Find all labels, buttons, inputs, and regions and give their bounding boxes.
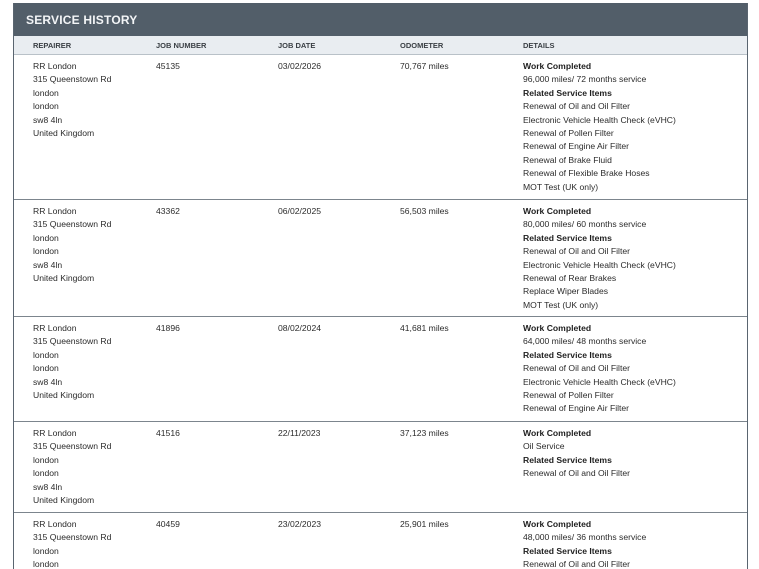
service-record-row xyxy=(14,55,747,200)
repairer-cell xyxy=(33,518,111,569)
details-item: 64,000 miles/ 48 months service xyxy=(523,336,647,347)
job-number-cell xyxy=(156,427,180,440)
details-item: MOT Test (UK only) xyxy=(523,299,599,310)
repairer-address-line: RR London xyxy=(33,519,77,529)
details-item: Renewal of Oil and Oil Filter xyxy=(523,101,630,112)
job-number: 40459 xyxy=(156,519,180,529)
details-cell xyxy=(523,205,676,312)
details-item: Renewal of Oil and Oil Filter xyxy=(523,363,630,374)
column-header-odometer: ODOMETER xyxy=(400,40,444,50)
repairer-address-line: london xyxy=(33,468,59,479)
details-item: Renewal of Rear Brakes xyxy=(523,273,617,284)
repairer-address-line: london xyxy=(33,232,59,243)
repairer-address-line: United Kingdom xyxy=(33,390,95,401)
details-item: Replace Wiper Blades xyxy=(523,286,609,297)
details-item: Electronic Vehicle Health Check (eVHC) xyxy=(523,114,676,125)
details-cell xyxy=(523,322,676,416)
details-heading: Work Completed xyxy=(523,428,592,438)
job-date: 23/02/2023 xyxy=(278,519,322,529)
odometer-cell xyxy=(400,427,449,440)
details-heading: Work Completed xyxy=(523,323,592,333)
details-item: Renewal of Engine Air Filter xyxy=(523,403,630,414)
details-cell xyxy=(523,60,676,194)
repairer-address-line: 315 Queenstown Rd xyxy=(33,336,112,347)
job-date-cell xyxy=(278,322,321,335)
job-date: 06/02/2025 xyxy=(278,206,322,216)
job-number: 43362 xyxy=(156,206,180,216)
column-header-details: DETAILS xyxy=(523,40,555,50)
service-records-list xyxy=(14,55,747,569)
details-item: 96,000 miles/ 72 months service xyxy=(523,74,647,85)
repairer-address-line: 315 Queenstown Rd xyxy=(33,219,112,230)
details-cell xyxy=(523,427,630,481)
repairer-cell xyxy=(33,427,111,507)
job-date-cell xyxy=(278,60,321,73)
repairer-address-line: london xyxy=(33,363,59,374)
job-number: 41516 xyxy=(156,428,180,438)
job-date: 03/02/2026 xyxy=(278,61,322,71)
column-header-row xyxy=(14,36,747,55)
repairer-address-line: london xyxy=(33,349,59,360)
details-item: Electronic Vehicle Health Check (eVHC) xyxy=(523,259,676,270)
job-number-cell xyxy=(156,322,180,335)
repairer-address-line: sw8 4ln xyxy=(33,114,63,125)
repairer-address-line: london xyxy=(33,246,59,257)
section-title-text: SERVICE HISTORY xyxy=(26,12,138,27)
repairer-address-line: RR London xyxy=(33,206,77,216)
details-item: 80,000 miles/ 60 months service xyxy=(523,219,647,230)
details-heading: Related Service Items xyxy=(523,454,612,465)
service-record-row xyxy=(14,200,747,317)
details-heading: Related Service Items xyxy=(523,349,612,360)
details-item: MOT Test (UK only) xyxy=(523,181,599,192)
repairer-cell xyxy=(33,205,111,285)
repairer-address-line: london xyxy=(33,87,59,98)
details-item: Renewal of Oil and Oil Filter xyxy=(523,246,630,257)
job-number-cell xyxy=(156,518,180,531)
column-header-job-number: JOB NUMBER xyxy=(156,40,207,50)
details-heading: Work Completed xyxy=(523,61,592,71)
repairer-address-line: sw8 4ln xyxy=(33,259,63,270)
details-item: Renewal of Brake Fluid xyxy=(523,154,612,165)
details-heading: Related Service Items xyxy=(523,87,612,98)
repairer-address-line: 315 Queenstown Rd xyxy=(33,532,112,543)
odometer-cell xyxy=(400,322,449,335)
job-number-cell xyxy=(156,205,180,218)
repairer-address-line: sw8 4ln xyxy=(33,481,63,492)
service-record-row xyxy=(14,317,747,422)
odometer-reading: 25,901 miles xyxy=(400,519,449,529)
repairer-address-line: RR London xyxy=(33,428,77,438)
job-date-cell xyxy=(278,205,321,218)
repairer-address-line: RR London xyxy=(33,323,77,333)
repairer-cell xyxy=(33,322,111,402)
job-date: 08/02/2024 xyxy=(278,323,322,333)
odometer-reading: 56,503 miles xyxy=(400,206,449,216)
repairer-address-line: 315 Queenstown Rd xyxy=(33,441,112,452)
odometer-reading: 37,123 miles xyxy=(400,428,449,438)
repairer-address-line: london xyxy=(33,101,59,112)
section-title xyxy=(14,3,747,36)
repairer-address-line: london xyxy=(33,559,59,569)
repairer-address-line: london xyxy=(33,545,59,556)
repairer-address-line: RR London xyxy=(33,61,77,71)
service-history-panel xyxy=(13,3,748,569)
repairer-cell xyxy=(33,60,111,140)
repairer-address-line: london xyxy=(33,454,59,465)
repairer-address-line: United Kingdom xyxy=(33,273,95,284)
details-heading: Work Completed xyxy=(523,519,592,529)
odometer-cell xyxy=(400,60,449,73)
details-heading: Related Service Items xyxy=(523,545,612,556)
job-date: 22/11/2023 xyxy=(278,428,321,438)
odometer-reading: 70,767 miles xyxy=(400,61,449,71)
repairer-address-line: 315 Queenstown Rd xyxy=(33,74,112,85)
details-item: Renewal of Oil and Oil Filter xyxy=(523,559,630,569)
details-item: Renewal of Engine Air Filter xyxy=(523,141,630,152)
job-date-cell xyxy=(278,427,320,440)
details-cell xyxy=(523,518,646,569)
details-item: Electronic Vehicle Health Check (eVHC) xyxy=(523,376,676,387)
details-item: Renewal of Pollen Filter xyxy=(523,128,614,139)
details-item: Renewal of Pollen Filter xyxy=(523,390,614,401)
details-heading: Work Completed xyxy=(523,206,592,216)
repairer-address-line: sw8 4ln xyxy=(33,376,63,387)
details-item: Renewal of Flexible Brake Hoses xyxy=(523,168,650,179)
job-number: 45135 xyxy=(156,61,180,71)
job-number-cell xyxy=(156,60,180,73)
odometer-cell xyxy=(400,518,449,531)
details-heading: Related Service Items xyxy=(523,232,612,243)
details-item: Renewal of Oil and Oil Filter xyxy=(523,468,630,479)
details-item: 48,000 miles/ 36 months service xyxy=(523,532,647,543)
details-item: Oil Service xyxy=(523,441,565,452)
service-record-row xyxy=(14,422,747,513)
job-date-cell xyxy=(278,518,321,531)
column-header-job-date: JOB DATE xyxy=(278,40,316,50)
job-number: 41896 xyxy=(156,323,180,333)
repairer-address-line: United Kingdom xyxy=(33,495,95,506)
column-header-repairer: REPAIRER xyxy=(33,40,72,50)
repairer-address-line: United Kingdom xyxy=(33,128,95,139)
odometer-reading: 41,681 miles xyxy=(400,323,449,333)
service-record-row xyxy=(14,513,747,569)
odometer-cell xyxy=(400,205,449,218)
